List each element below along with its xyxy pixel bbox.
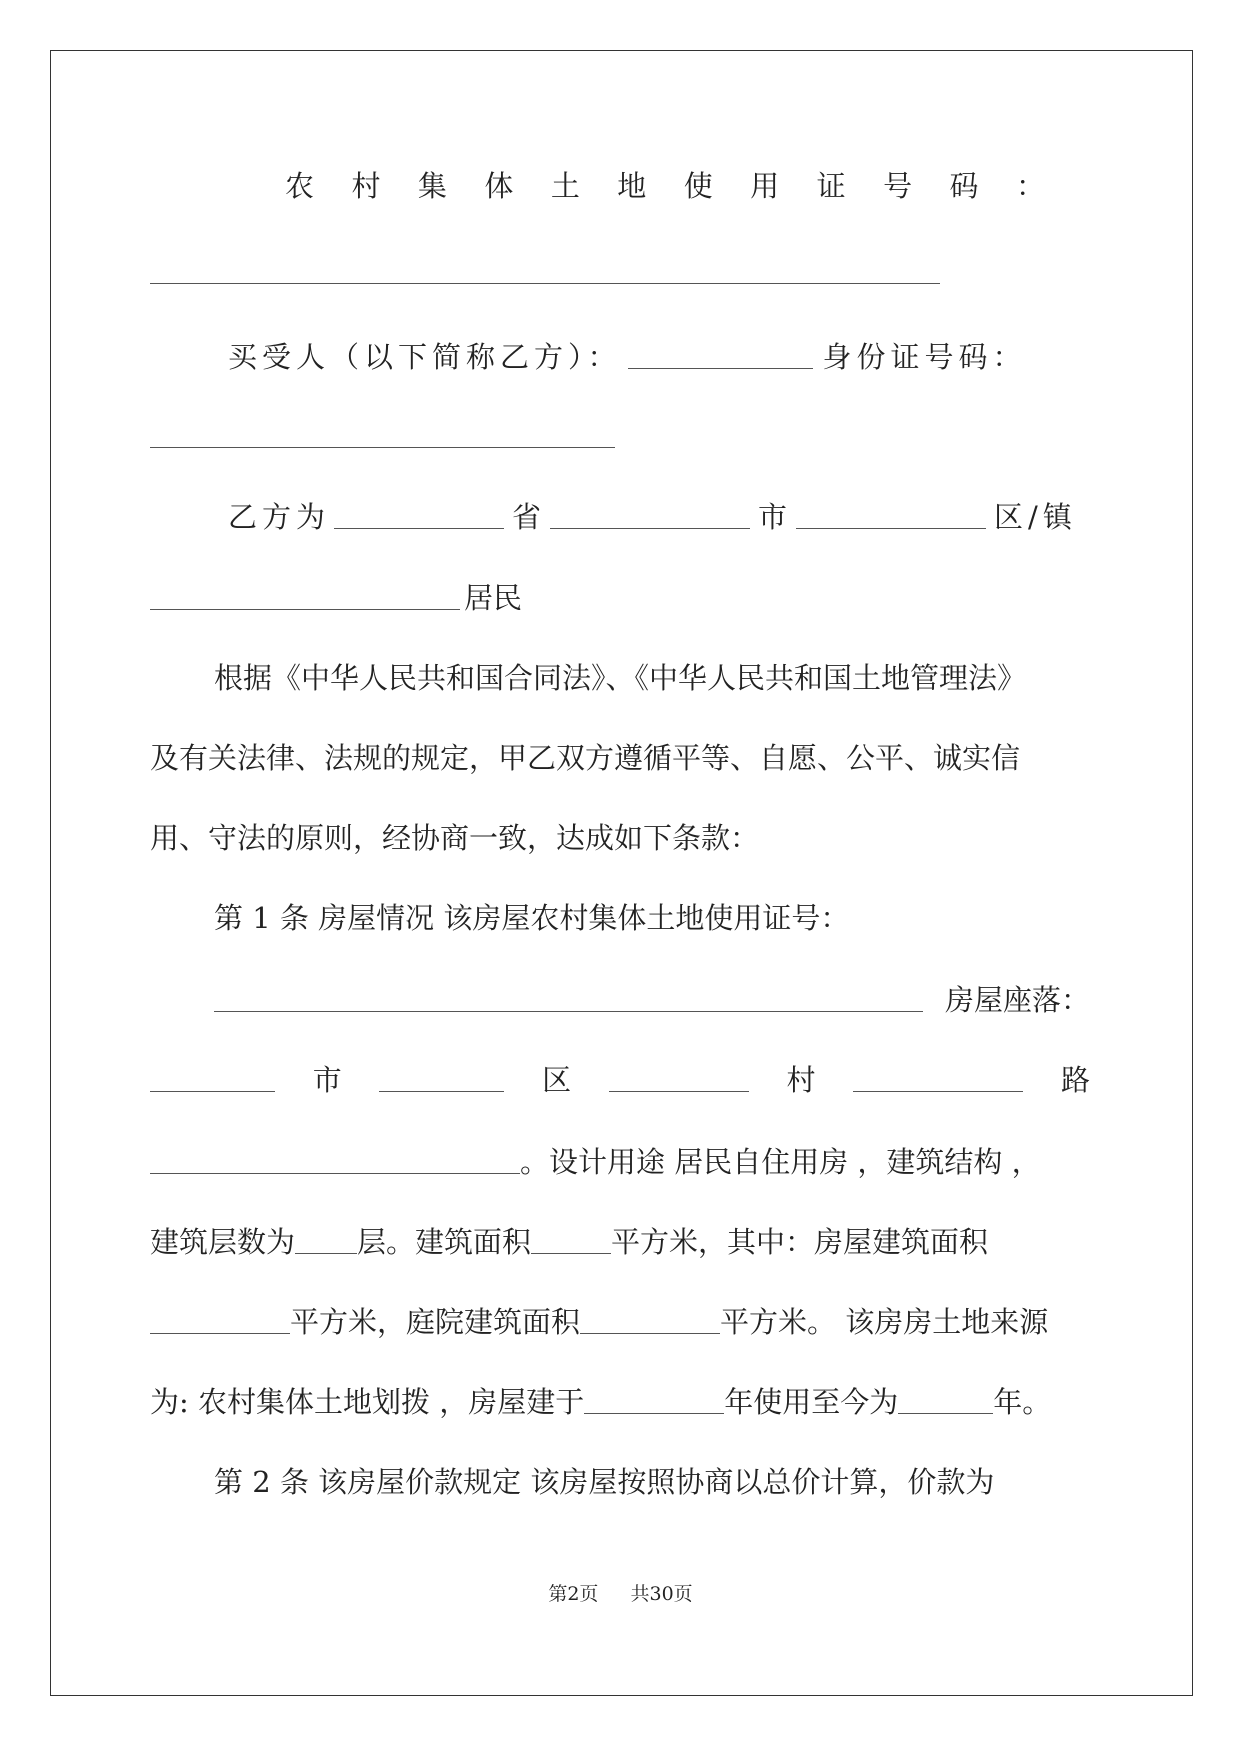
page-number: 第2页 [548,1583,599,1605]
address-word: 路 [1060,1063,1090,1097]
buyer-label: 买受人（以下简称乙方）： [228,340,622,374]
district-blank [796,500,986,529]
buyer-name-blank [628,340,813,369]
year-suffix: 年。 [993,1385,1052,1419]
title-char: 号 [883,169,913,203]
title-char: 农 [285,169,315,203]
title-char: 证 [816,169,846,203]
area-detail-label: 平方米，其中：房屋建筑面积 [611,1225,989,1259]
address-prefix: 乙方为 [228,500,331,534]
address-word: 村 [786,1063,816,1097]
usage-text: 。设计用途 居民自住用房 ，建筑结构 ， [520,1145,1041,1179]
cert-number-blank [214,983,923,1012]
buyer-id-blank [150,446,615,448]
article-1-yard-line [150,1302,1090,1342]
page-total: 共30页 [630,1583,693,1605]
yard-label: 平方米，庭院建筑面积 [290,1305,581,1339]
title-line [285,166,1045,206]
yard-area-blank [580,1305,720,1334]
article-1-heading: 第 1 条 房屋情况 该房屋农村集体土地使用证号： [214,901,850,935]
area-label: 层。建筑面积 [357,1225,532,1259]
province-label: 省 [512,500,547,534]
page-border [50,50,1193,1696]
title-char: 使 [683,169,713,203]
article-1-year-line [150,1382,1090,1422]
road-blank [853,1063,1023,1092]
title-char: 码 [949,169,979,203]
title-char: 村 [351,169,381,203]
city-blank [150,1063,275,1092]
title-char: 土 [550,169,580,203]
road-number-blank [150,1145,520,1174]
para-line: 及有关法律、法规的规定，甲乙双方遵循平等、自愿、公平、诚实信 [150,741,1021,775]
house-area-blank [150,1305,290,1334]
title-char: 集 [417,169,447,203]
para-line: 根据《中华人民共和国合同法》、《中华人民共和国土地管理法》 [214,661,1027,695]
title-char: ： [1015,169,1045,203]
buyer-id-label: 身份证号码： [822,340,1027,374]
district-label: 区/镇 [994,500,1077,534]
buyer-line [228,337,1090,377]
floors-blank [295,1225,357,1254]
usage-years-blank [898,1385,993,1414]
land-source-label: 平方米。 该房房土地来源 [720,1305,1049,1339]
village-blank [609,1063,749,1092]
title-char: 地 [617,169,647,203]
city-label: 市 [758,500,793,534]
page-footer [0,1582,1241,1606]
town-blank [150,581,460,610]
district-blank [379,1063,504,1092]
address-word: 市 [312,1063,342,1097]
area-blank [531,1225,611,1254]
land-cert-blank [150,282,940,284]
address-word: 区 [542,1063,572,1097]
land-source-text: 为: 农村集体土地划拨 ，房屋建于 [150,1385,585,1419]
address-line [228,497,1090,537]
title-char: 体 [484,169,514,203]
resident-line [150,578,1090,618]
para-line: 用、守法的原则，经协商一致，达成如下条款： [150,821,760,855]
floors-label: 建筑层数为 [150,1225,296,1259]
resident-label: 居民 [464,581,523,615]
article-1-address-line [150,1060,1090,1100]
article-1-usage-line [150,1142,1090,1182]
title-char: 用 [750,169,780,203]
location-label: 房屋座落： [944,983,1090,1017]
built-year-blank [584,1385,724,1414]
article-1-location-line [214,980,1090,1020]
article-2-heading: 第 2 条 该房屋价款规定 该房屋按照协商以总价计算，价款为 [214,1465,995,1499]
province-blank [334,500,504,529]
article-1-area-line [150,1222,1090,1262]
city-blank [550,500,750,529]
usage-years-label: 年使用至今为 [724,1385,899,1419]
